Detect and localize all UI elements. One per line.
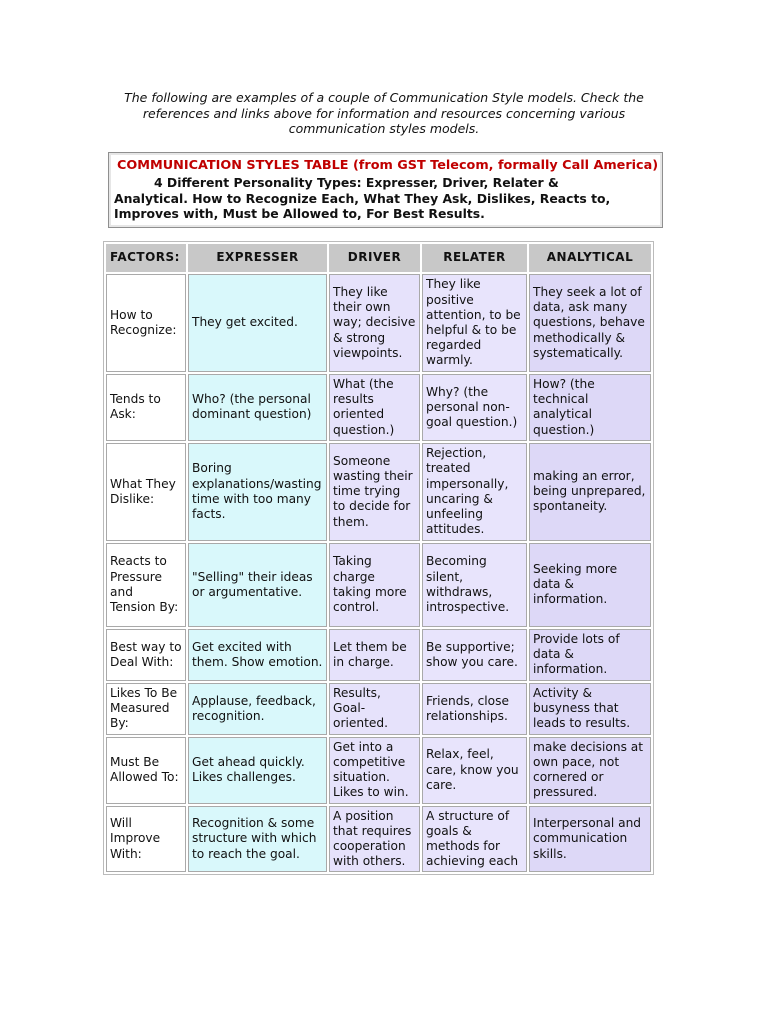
expresser-cell: Who? (the personal dominant question)	[188, 374, 327, 441]
header-driver: DRIVER	[329, 244, 420, 272]
relater-cell: Why? (the personal non-goal question.)	[422, 374, 527, 441]
analytical-cell: make decisions at own pace, not cornered or pressured.	[529, 737, 651, 804]
analytical-cell: How? (the technical analytical question.)	[529, 374, 651, 441]
driver-cell: Get into a competitive situation. Likes to win.	[329, 737, 420, 804]
analytical-cell: They seek a lot of data, ask many questions, behave methodically & systematically.	[529, 274, 651, 372]
header-row	[106, 244, 651, 272]
header-factors: FACTORS:	[106, 244, 186, 272]
factor-cell: How to Recognize:	[106, 274, 186, 372]
relater-cell: Relax, feel, care, know you care.	[422, 737, 527, 804]
intro-paragraph: The following are examples of a couple of Communication Style models. Check the references and links above for information and resources concerning various communication styles models.	[124, 90, 644, 136]
expresser-cell: Get ahead quickly. Likes challenges.	[188, 737, 327, 804]
table-heading-title: COMMUNICATION STYLES TABLE (from GST Telecom, formally Call America)	[117, 158, 659, 173]
relater-cell: Be supportive; show you care.	[422, 629, 527, 681]
analytical-cell: Provide lots of data & information.	[529, 629, 651, 681]
driver-cell: A position that requires cooperation with others.	[329, 806, 420, 873]
table-row	[106, 543, 651, 627]
analytical-cell: Activity & busyness that leads to results.	[529, 683, 651, 735]
header-expresser: EXPRESSER	[188, 244, 327, 272]
expresser-cell: Applause, feedback, recognition.	[188, 683, 327, 735]
table-heading-box	[108, 152, 663, 228]
analytical-cell: making an error, being unprepared, spontaneity.	[529, 443, 651, 541]
driver-cell: Taking charge taking more control.	[329, 543, 420, 627]
expresser-cell: Recognition & some structure with which to reach the goal.	[188, 806, 327, 873]
communication-styles-table	[103, 241, 654, 875]
relater-cell: They like positive attention, to be helpful & to be regarded warmly.	[422, 274, 527, 372]
factor-cell: What They Dislike:	[106, 443, 186, 541]
expresser-cell: Get excited with them. Show emotion.	[188, 629, 327, 681]
subtitle-line-1: 4 Different Personality Types: Expresser, Driver, Relater &	[154, 175, 559, 190]
table-row	[106, 737, 651, 804]
relater-cell: Friends, close relationships.	[422, 683, 527, 735]
driver-cell: Someone wasting their time trying to decide for them.	[329, 443, 420, 541]
relater-cell: Becoming silent, withdraws, introspective.	[422, 543, 527, 627]
table-row	[106, 443, 651, 541]
header-analytical: ANALYTICAL	[529, 244, 651, 272]
table-heading-subtitle	[114, 175, 654, 222]
factor-cell: Must Be Allowed To:	[106, 737, 186, 804]
factor-cell: Reacts to Pressure and Tension By:	[106, 543, 186, 627]
header-relater: RELATER	[422, 244, 527, 272]
expresser-cell: They get excited.	[188, 274, 327, 372]
table-row	[106, 683, 651, 735]
factor-cell: Will Improve With:	[106, 806, 186, 873]
table-row	[106, 629, 651, 681]
table-row	[106, 806, 651, 873]
relater-cell: Rejection, treated impersonally, uncaring & unfeeling attitudes.	[422, 443, 527, 541]
subtitle-line-2: Analytical. How to Recognize Each, What They Ask, Dislikes, Reacts to, Improves with, Must be Allowed to, For Best Results.	[114, 190, 611, 221]
relater-cell: A structure of goals & methods for achieving each	[422, 806, 527, 873]
expresser-cell: Boring explanations/wasting time with too many facts.	[188, 443, 327, 541]
factor-cell: Tends to Ask:	[106, 374, 186, 441]
expresser-cell: "Selling" their ideas or argumentative.	[188, 543, 327, 627]
driver-cell: Let them be in charge.	[329, 629, 420, 681]
driver-cell: They like their own way; decisive & strong viewpoints.	[329, 274, 420, 372]
table-row	[106, 274, 651, 372]
driver-cell: What (the results oriented question.)	[329, 374, 420, 441]
table-row	[106, 374, 651, 441]
analytical-cell: Seeking more data & information.	[529, 543, 651, 627]
driver-cell: Results, Goal-oriented.	[329, 683, 420, 735]
factor-cell: Best way to Deal With:	[106, 629, 186, 681]
factor-cell: Likes To Be Measured By:	[106, 683, 186, 735]
analytical-cell: Interpersonal and communication skills.	[529, 806, 651, 873]
